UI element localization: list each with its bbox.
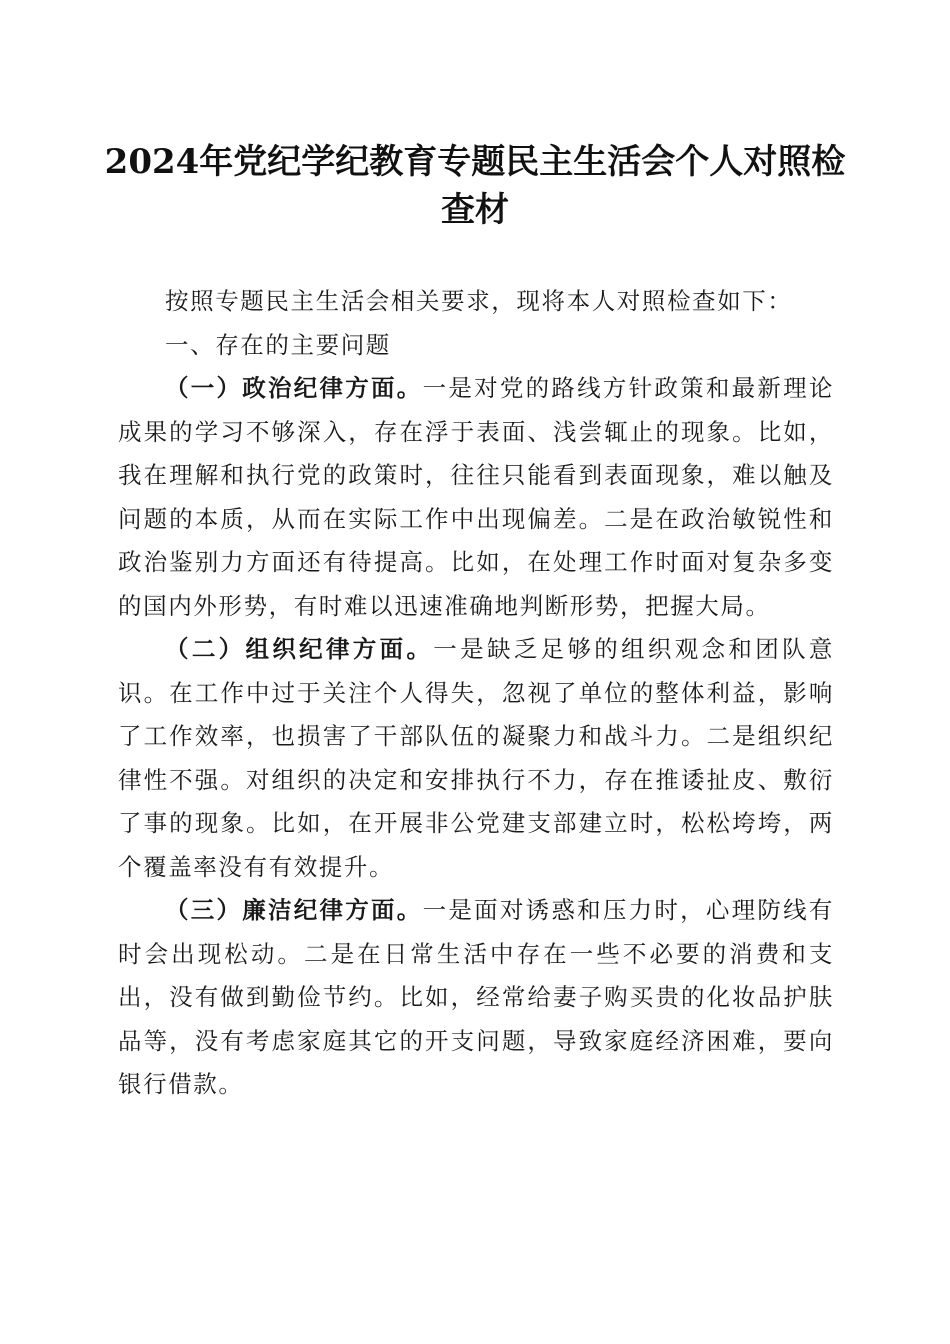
document-title: 2024年党纪学纪教育专题民主生活会个人对照检查材 — [104, 142, 846, 230]
section-heading: 一、存在的主要问题 — [165, 330, 391, 359]
item-paragraph-integrity — [118, 889, 834, 1107]
item-text: 一是面对诱惑和压力时，心理防线有时会出现松动。二是在日常生活中存在一些不必要的消费和支出，没有做到勤俭节约。比如，经常给妻子购买贵的化妆品护肤品等，没有考虑家庭其它的开支问题，导致家庭经济困难，要向银行借款。 — [118, 896, 834, 1098]
item-paragraph-organizational — [118, 628, 834, 889]
item-lead: （三）廉洁纪律方面。 — [165, 896, 423, 924]
item-lead: （一）政治纪律方面。 — [165, 374, 423, 402]
document-body — [118, 280, 834, 1107]
item-text: 一是对党的路线方针政策和最新理论成果的学习不够深入，存在浮于表面、浅尝辄止的现象。比如，我在理解和执行党的政策时，往往只能看到表面现象，难以触及问题的本质，从而在实际工作中出现偏差。二是在政治敏锐性和政治鉴别力方面还有待提高。比如，在处理工作时面对复杂多变的国内外形势，有时难以迅速准确地判断形势，把握大局。 — [118, 374, 834, 620]
item-lead: （二）组织纪律方面。 — [165, 635, 434, 663]
item-text: 一是缺乏足够的组织观念和团队意识。在工作中过于关注个人得失，忽视了单位的整体利益，影响了工作效率，也损害了干部队伍的凝聚力和战斗力。二是组织纪律性不强。对组织的决定和安排执行不力，存在推诿扯皮、敷衍了事的现象。比如，在开展非公党建支部建立时，松松垮垮，两个覆盖率没有有效提升。 — [118, 635, 835, 881]
item-paragraph-political — [118, 367, 834, 628]
intro-paragraph: 按照专题民主生活会相关要求，现将本人对照检查如下： — [165, 287, 793, 315]
